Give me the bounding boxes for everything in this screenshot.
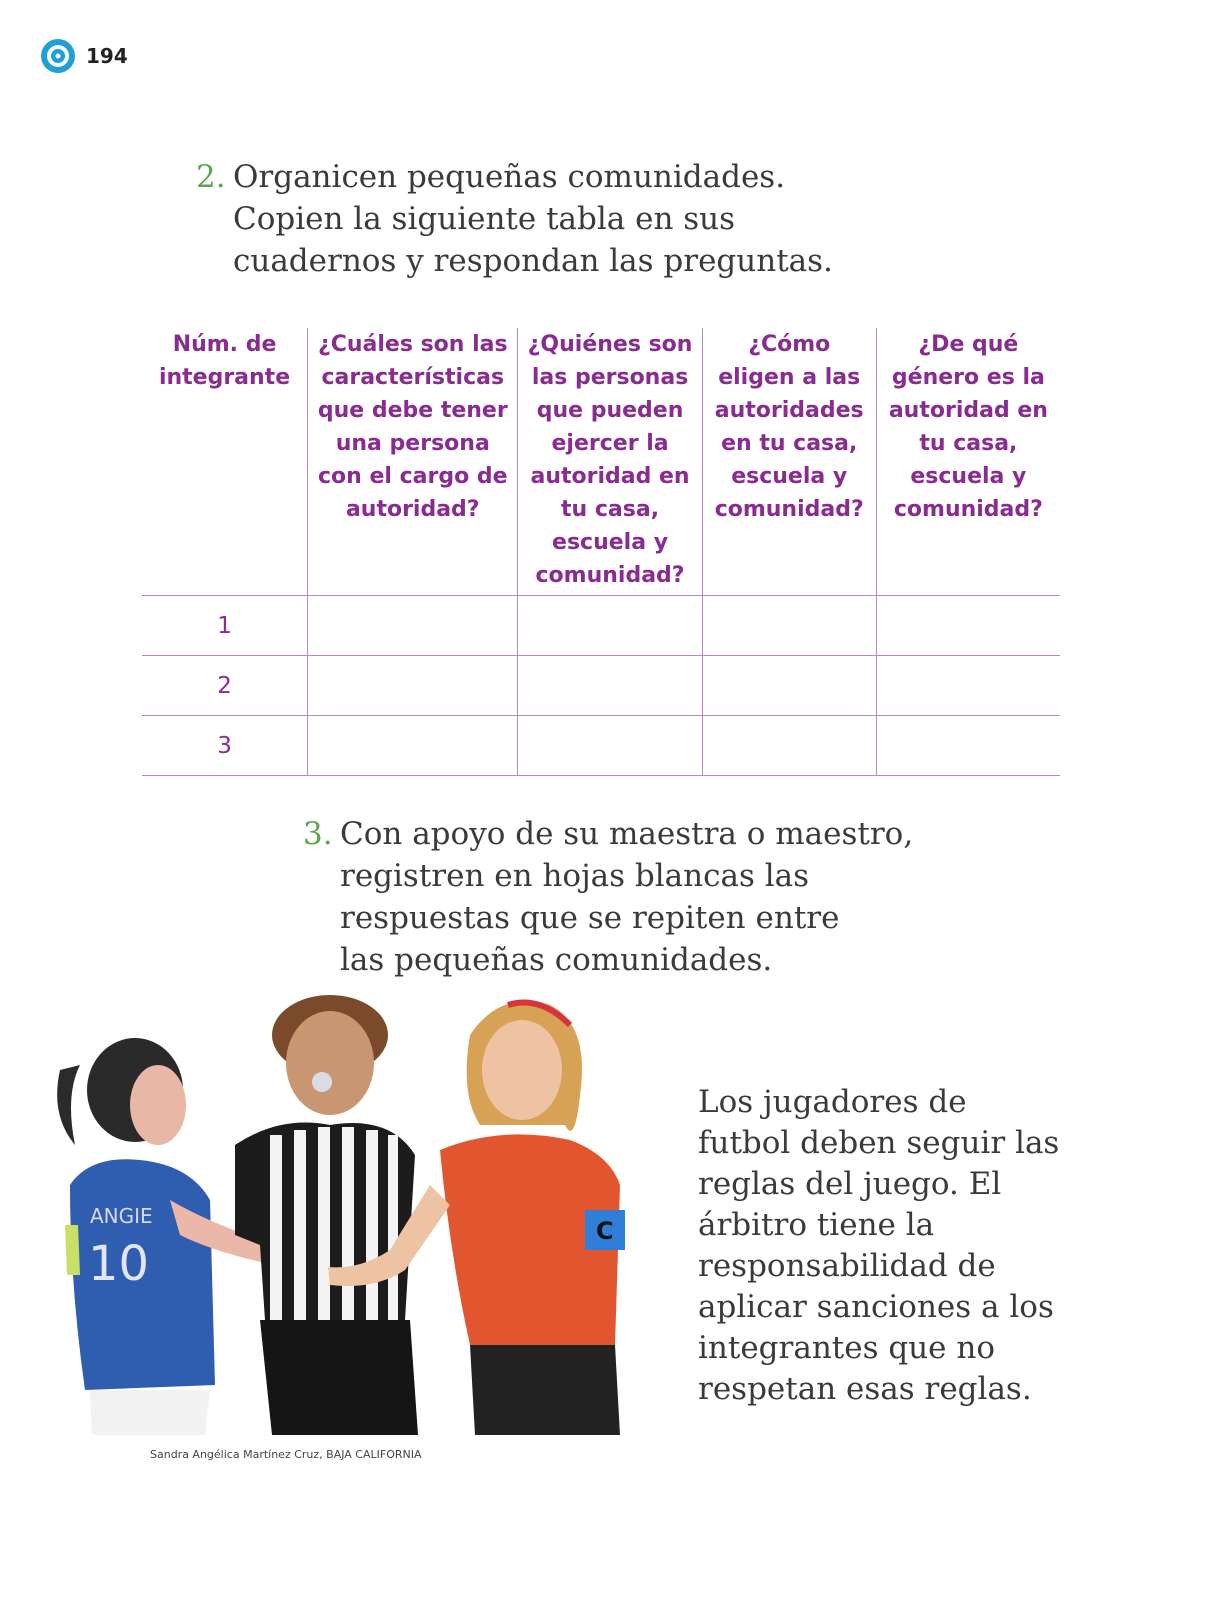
activity-text: Organicen pequeñas comunidades. Copien la siguiente tabla en sus cuadernos y respondan las preguntas. [233,159,833,279]
jersey-number: 10 [88,1236,150,1292]
table-cell [308,716,518,776]
armband-letter: C [596,1217,614,1245]
column-header: Núm. de integrante [158,332,291,390]
activity-number: 3. [303,816,333,852]
activity-3 [303,813,914,978]
table-cell [876,656,1060,716]
activity-text: Con apoyo de su maestra o maestro, registren en hojas blancas las respuestas que se repiten entre las pequeñas comunidades. [340,816,914,978]
table-row [142,716,1060,776]
page-number-text: 194 [86,44,128,68]
member-number-cell: 3 [142,716,308,776]
table-cell [308,656,518,716]
activity-number: 2. [196,159,226,195]
referee-figure [235,995,418,1435]
activity-2 [196,156,833,279]
table-row [142,656,1060,716]
soccer-players-illustration [30,985,670,1450]
member-number-cell: 2 [142,656,308,716]
member-number-cell: 1 [142,596,308,656]
column-header: ¿Quiénes son las personas que pueden ejercer la autoridad en tu casa, escuela y comunidad? [518,328,702,596]
table-cell [702,716,876,776]
table-header-row [142,328,1060,596]
table-cell [876,716,1060,776]
table-cell [702,596,876,656]
column-header: ¿Cómo eligen a las autoridades en tu casa, escuela y comunidad? [702,328,876,596]
table-cell [308,596,518,656]
flower-icon [40,38,76,74]
column-header: ¿De qué género es la autoridad en tu casa, escuela y comunidad? [876,328,1060,596]
page-number [40,38,128,74]
jersey-name: ANGIE [90,1204,153,1228]
illustration-credit: Sandra Angélica Martínez Cruz, BAJA CALIFORNIA [150,1448,422,1461]
table-cell [518,716,702,776]
illustration-caption: Los jugadores de futbol deben seguir las reglas del juego. El árbitro tiene la responsabilidad de aplicar sanciones a los integrantes que no respetan esas reglas. [698,1084,1060,1407]
column-header: ¿Cuáles son las características que debe tener una persona con el cargo de autoridad? [308,328,518,596]
table-cell [518,596,702,656]
table-cell [702,656,876,716]
table-cell [518,656,702,716]
table-row [142,596,1060,656]
answer-table [142,328,1060,776]
table-cell [876,596,1060,656]
